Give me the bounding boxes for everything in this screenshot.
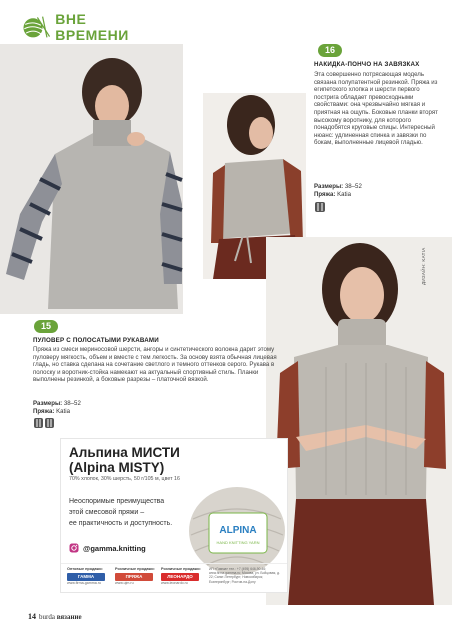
item-number-badge: 15 (34, 320, 58, 333)
sizes-value: 38–52 (344, 183, 362, 190)
photo-pullover (0, 44, 183, 314)
yarn-value: Katia (56, 407, 70, 415)
seller-wholesale: Оптовые продажи: ГАММА www.firma-gamma.ru (67, 567, 105, 586)
magazine-name: burda вязание (39, 613, 82, 621)
sizes-label: Размеры: (314, 183, 344, 190)
item-specs (33, 400, 81, 415)
brand-subtitle: HAND KNITTING YARN (216, 540, 260, 545)
sizes-label: Размеры: (33, 400, 63, 407)
yarn-value: Katia (337, 190, 351, 198)
yarn-label: Пряжа: (314, 190, 336, 198)
seller-logo: ГАММА (67, 573, 105, 581)
seller-url[interactable]: www.firma-gamma.ru (67, 581, 101, 585)
seller-retail: Розничные продажи: ЛЕОНАРДО www.leonardo.ru (161, 567, 201, 585)
seller-retail: Розничные продажи: ПРЯЖА www.ujm.ru (115, 567, 155, 585)
ad-slogan: Неоспоримые преимущества этой смесовой пряжи – ее практичность и доступность. (69, 498, 173, 527)
item-description: Эта совершенно потрясающая модель связана полупатентной резинкой. Пряжа из египетского хлопка и шерсти первого пострига обладает превосходными свойствами: она чрезвычайно мягкая и приятная на ощупь. Боковые планки вторят высокому воротнику, для которого понадобятся круговые спицы. Интересный нюанс: удлиненная спинка и завязки по бокам, выполненные лицевой гладью. (314, 71, 438, 147)
yarn-label: Пряжа: (33, 407, 55, 415)
seller-logo: ПРЯЖА (115, 573, 153, 581)
ad-sellers (61, 563, 287, 593)
instagram-icon (69, 543, 79, 553)
item-title: ПУЛОВЕР С ПОЛОСАТЫМИ РУКАВАМИ (33, 337, 159, 344)
knitting-needles-icon (314, 201, 326, 213)
item-description: Пряжа из смеси мериносовой шерсти, ангоры и синтетического волокна дарит этому пуловеру мягкость, объем и вместе с тем легкость. За основу взята обычная лицевая гладь, но ставка сделана на сочетание светлого и темного оттенков серого. Рукава в полоску и воротник-стойка намекают на актуальный спортивный стиль. Планки выполнены резинкой, а боковые разрезы – платочной вязкой. (33, 346, 277, 384)
page-number: 14 (28, 612, 36, 621)
seller-logo: ЛЕОНАРДО (161, 573, 199, 581)
design-credit: ДИЗАЙН: KATIA (421, 247, 426, 285)
knitting-needles-icon (33, 417, 55, 429)
sizes-value: 38–52 (63, 400, 81, 407)
section-title: ВНЕ ВРЕМЕНИ (55, 11, 129, 43)
page-footer (28, 612, 82, 621)
item-specs (314, 183, 362, 198)
seller-url[interactable]: www.leonardo.ru (161, 581, 188, 585)
yarn-advertisement (60, 438, 288, 593)
seller-addresses: ИП «Гамма» тел.: +7 (495) 646-90-46; www.firma-gamma.ru; Москва, ул. Бойцовая, д. 22; Санкт-Петербург; Новосибирск; Екатеринбург; Ростов-на-Дону (209, 567, 280, 584)
instagram-handle: @gamma.knitting (83, 543, 146, 553)
seller-url[interactable]: www.ujm.ru (115, 581, 134, 585)
ad-title: Альпина МИСТИ (Alpina MISTY) (69, 445, 180, 475)
item-title: НАКИДКА-ПОНЧО НА ЗАВЯЗКАХ (314, 61, 420, 68)
brand-name: ALPINA (219, 525, 257, 536)
ad-composition: 70% хлопок, 30% шерсть, 50 г/105 м, цвет 16 (69, 476, 180, 482)
section-header (20, 12, 150, 42)
yarn-ball-icon (20, 12, 51, 42)
item-number-badge: 16 (318, 44, 342, 57)
photo-poncho-front (266, 237, 452, 605)
instagram-link[interactable] (69, 543, 146, 553)
